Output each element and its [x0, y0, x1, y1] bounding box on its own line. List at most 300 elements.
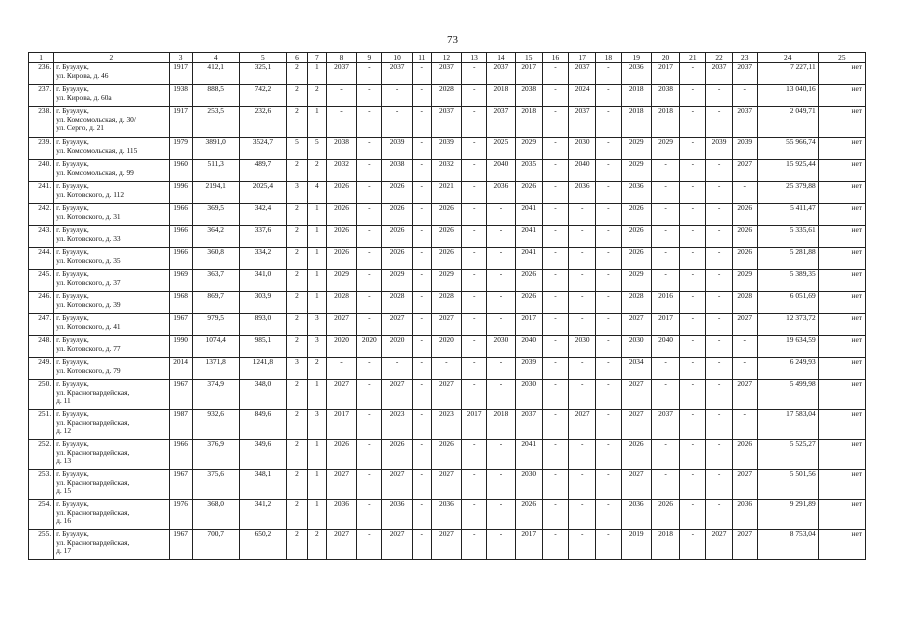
table-cell: 2037 [651, 410, 679, 440]
table-cell: 334,2 [239, 248, 286, 270]
column-number-18: 18 [596, 53, 621, 63]
table-cell: 2026 [382, 204, 412, 226]
table-cell: 1967 [169, 380, 192, 410]
table-cell: 2026 [326, 440, 356, 470]
table-cell: - [569, 530, 596, 560]
table-cell: - [706, 380, 732, 410]
row-number: 244. [29, 248, 54, 270]
table-cell: 349,6 [239, 440, 286, 470]
table-cell: - [680, 530, 706, 560]
table-cell: 1 [307, 292, 326, 314]
table-cell: 2 [286, 248, 307, 270]
table-cell: - [596, 380, 621, 410]
column-number-3: 3 [169, 53, 192, 63]
table-cell: - [596, 138, 621, 160]
table-cell: 2036 [732, 500, 757, 530]
table-cell: - [596, 107, 621, 138]
table-cell: 2 [307, 530, 326, 560]
table-cell: 2017 [515, 530, 542, 560]
table-cell: 2037 [487, 63, 515, 85]
table-cell: 412,1 [192, 63, 239, 85]
table-cell: - [412, 182, 431, 204]
table-row [29, 85, 866, 107]
table-row [29, 182, 866, 204]
table-cell: 932,6 [192, 410, 239, 440]
table-cell: 1966 [169, 204, 192, 226]
table-cell: - [487, 530, 515, 560]
table-cell: 2027 [431, 314, 461, 336]
table-cell: - [542, 470, 568, 500]
table-cell: 19 634,59 [757, 336, 818, 358]
table-cell: нет [818, 380, 865, 410]
table-cell: 1990 [169, 336, 192, 358]
table-cell: 2 [286, 107, 307, 138]
table-cell: - [651, 248, 679, 270]
table-cell: 1 [307, 270, 326, 292]
table-cell: 2027 [621, 314, 651, 336]
address-cell: г. Бузулук, ул. Котовского, д. 79 [54, 358, 169, 380]
table-cell: 2018 [487, 410, 515, 440]
table-cell: 2026 [326, 248, 356, 270]
table-cell: 2020 [382, 336, 412, 358]
table-cell: - [487, 470, 515, 500]
table-cell: 55 966,74 [757, 138, 818, 160]
table-cell: - [462, 380, 487, 410]
table-cell: 2023 [382, 410, 412, 440]
table-cell: - [357, 410, 382, 440]
table-cell: 4 [307, 182, 326, 204]
table-cell: 2029 [732, 270, 757, 292]
table-cell: 3891,0 [192, 138, 239, 160]
column-number-11: 11 [412, 53, 431, 63]
table-cell: - [706, 248, 732, 270]
table-cell: 742,2 [239, 85, 286, 107]
table-cell: 2026 [515, 270, 542, 292]
table-cell: 2 [286, 63, 307, 85]
table-cell: - [596, 358, 621, 380]
table-cell: - [706, 182, 732, 204]
table-cell: 1 [307, 470, 326, 500]
table-cell: 2 [307, 358, 326, 380]
table-cell: 2026 [732, 248, 757, 270]
table-cell: 3 [286, 182, 307, 204]
table-cell: 303,9 [239, 292, 286, 314]
row-number: 255. [29, 530, 54, 560]
table-cell: 2026 [431, 248, 461, 270]
table-cell: - [569, 248, 596, 270]
table-cell: - [680, 204, 706, 226]
table-cell: - [569, 470, 596, 500]
table-cell: 2014 [169, 358, 192, 380]
table-cell: - [651, 204, 679, 226]
table-cell: 3 [307, 410, 326, 440]
table-cell: 2018 [621, 107, 651, 138]
table-cell: 2018 [621, 85, 651, 107]
table-cell: 2037 [431, 107, 461, 138]
table-row [29, 138, 866, 160]
table-cell: 2 [307, 160, 326, 182]
table-cell: 2027 [326, 380, 356, 410]
table-cell: - [596, 440, 621, 470]
table-cell: 374,9 [192, 380, 239, 410]
address-cell: г. Бузулук, ул. Красногвардейская, д. 11 [54, 380, 169, 410]
table-cell: - [542, 530, 568, 560]
table-cell: 341,0 [239, 270, 286, 292]
table-cell: 489,7 [239, 160, 286, 182]
table-cell: - [732, 410, 757, 440]
table-cell: 375,6 [192, 470, 239, 500]
table-cell: 2026 [732, 226, 757, 248]
table-cell: 2020 [357, 336, 382, 358]
table-row [29, 292, 866, 314]
table-cell: 2038 [382, 160, 412, 182]
table-cell: 2026 [515, 500, 542, 530]
table-cell: - [651, 440, 679, 470]
table-cell: 3524,7 [239, 138, 286, 160]
table-cell: 2030 [515, 470, 542, 500]
table-cell: 869,7 [192, 292, 239, 314]
column-number-24: 24 [757, 53, 818, 63]
table-cell: - [326, 85, 356, 107]
table-cell: - [462, 292, 487, 314]
data-table [28, 52, 866, 560]
table-cell: нет [818, 530, 865, 560]
table-row [29, 63, 866, 85]
table-cell: - [542, 380, 568, 410]
table-cell: - [462, 226, 487, 248]
table-cell: 2017 [462, 410, 487, 440]
table-cell: 1976 [169, 500, 192, 530]
table-cell: 1979 [169, 138, 192, 160]
address-cell: г. Бузулук, ул. Котовского, д. 77 [54, 336, 169, 358]
table-cell: - [596, 226, 621, 248]
table-cell: 5 499,98 [757, 380, 818, 410]
table-cell: 2025,4 [239, 182, 286, 204]
table-cell: 2027 [621, 410, 651, 440]
table-cell: 2027 [732, 314, 757, 336]
table-cell: 2027 [382, 314, 412, 336]
column-number-1: 1 [29, 53, 54, 63]
table-cell: 2039 [515, 358, 542, 380]
table-cell: - [680, 248, 706, 270]
table-cell: - [596, 182, 621, 204]
table-cell: 2 [286, 85, 307, 107]
table-cell: - [412, 63, 431, 85]
table-cell: - [462, 314, 487, 336]
table-cell: 2041 [515, 226, 542, 248]
row-number: 243. [29, 226, 54, 248]
table-cell: 2029 [621, 160, 651, 182]
table-cell: 364,2 [192, 226, 239, 248]
table-cell: - [569, 380, 596, 410]
table-cell: 2038 [326, 138, 356, 160]
table-cell: 650,2 [239, 530, 286, 560]
table-cell: - [706, 292, 732, 314]
address-cell: г. Бузулук, ул. Красногвардейская, д. 17 [54, 530, 169, 560]
address-cell: г. Бузулук, ул. Красногвардейская, д. 15 [54, 470, 169, 500]
table-cell: - [462, 63, 487, 85]
table-cell: 1 [307, 63, 326, 85]
table-cell: нет [818, 470, 865, 500]
table-cell: - [542, 182, 568, 204]
table-cell: - [412, 248, 431, 270]
table-cell: - [412, 336, 431, 358]
table-cell: 5 281,88 [757, 248, 818, 270]
table-cell: - [706, 270, 732, 292]
table-cell: 2036 [621, 63, 651, 85]
table-cell: - [706, 500, 732, 530]
table-cell: - [487, 270, 515, 292]
row-number: 254. [29, 500, 54, 530]
table-cell: 985,1 [239, 336, 286, 358]
column-number-17: 17 [569, 53, 596, 63]
table-cell: 2029 [326, 270, 356, 292]
table-cell: 2029 [382, 270, 412, 292]
table-cell: - [357, 470, 382, 500]
table-cell: - [680, 440, 706, 470]
table-cell: 2036 [621, 500, 651, 530]
table-cell: - [680, 138, 706, 160]
table-cell: - [596, 410, 621, 440]
table-cell: нет [818, 85, 865, 107]
table-cell: 2037 [732, 63, 757, 85]
table-cell: 2036 [431, 500, 461, 530]
table-cell: - [357, 500, 382, 530]
table-cell: - [382, 85, 412, 107]
row-number: 251. [29, 410, 54, 440]
table-cell: 360,8 [192, 248, 239, 270]
address-cell: г. Бузулук, ул. Комсомольская, д. 30/ ул. Серго, д. 21 [54, 107, 169, 138]
table-cell: 325,1 [239, 63, 286, 85]
table-cell: 2032 [431, 160, 461, 182]
address-cell: г. Бузулук, ул. Котовского, д. 37 [54, 270, 169, 292]
table-cell: 2027 [326, 314, 356, 336]
table-row [29, 270, 866, 292]
table-cell: нет [818, 63, 865, 85]
table-cell: - [706, 204, 732, 226]
column-number-19: 19 [621, 53, 651, 63]
table-cell: 5 [307, 138, 326, 160]
table-cell: 2028 [621, 292, 651, 314]
address-cell: г. Бузулук, ул. Котовского, д. 39 [54, 292, 169, 314]
table-cell: - [462, 270, 487, 292]
table-cell: - [651, 226, 679, 248]
table-cell: 2027 [732, 470, 757, 500]
table-cell: - [596, 500, 621, 530]
table-cell: 2018 [651, 107, 679, 138]
table-cell: 700,7 [192, 530, 239, 560]
table-cell: 2027 [732, 380, 757, 410]
table-cell: - [462, 336, 487, 358]
table-cell: 2026 [621, 204, 651, 226]
table-cell: 2026 [621, 248, 651, 270]
table-cell: - [412, 470, 431, 500]
row-number: 253. [29, 470, 54, 500]
table-cell: 348,0 [239, 380, 286, 410]
table-cell: 2037 [706, 63, 732, 85]
table-cell: 2 [286, 336, 307, 358]
table-cell: 2027 [706, 530, 732, 560]
table-cell: 2025 [487, 138, 515, 160]
table-cell: - [357, 440, 382, 470]
table-cell: 2017 [651, 314, 679, 336]
table-cell: нет [818, 358, 865, 380]
table-cell: - [680, 270, 706, 292]
table-cell: 15 925,44 [757, 160, 818, 182]
table-cell: - [542, 410, 568, 440]
table-cell: 2040 [515, 336, 542, 358]
address-cell: г. Бузулук, ул. Котовского, д. 31 [54, 204, 169, 226]
table-cell: 1938 [169, 85, 192, 107]
table-row [29, 336, 866, 358]
table-cell: 2 [286, 440, 307, 470]
table-cell: 2027 [732, 530, 757, 560]
table-cell: 2019 [621, 530, 651, 560]
table-cell: нет [818, 107, 865, 138]
address-cell: г. Бузулук, ул. Кирова, д. 60а [54, 85, 169, 107]
table-cell: 2017 [515, 63, 542, 85]
table-cell: 2 [286, 226, 307, 248]
table-cell: - [706, 410, 732, 440]
table-cell: 2037 [515, 410, 542, 440]
table-cell: - [680, 182, 706, 204]
table-cell: - [542, 138, 568, 160]
table-cell: - [487, 440, 515, 470]
table-cell: 2018 [651, 530, 679, 560]
table-cell: 341,2 [239, 500, 286, 530]
row-number: 242. [29, 204, 54, 226]
table-cell: 2030 [487, 336, 515, 358]
column-number-row [29, 53, 866, 63]
table-cell: 2037 [431, 63, 461, 85]
table-cell: 1 [307, 440, 326, 470]
table-cell: 2026 [431, 440, 461, 470]
table-cell: 1966 [169, 226, 192, 248]
table-cell: 2039 [382, 138, 412, 160]
table-cell: 2028 [326, 292, 356, 314]
table-cell: 888,5 [192, 85, 239, 107]
table-cell: 2026 [382, 440, 412, 470]
row-number: 249. [29, 358, 54, 380]
table-cell: - [487, 226, 515, 248]
table-cell: - [412, 160, 431, 182]
table-cell: 2028 [431, 85, 461, 107]
table-cell: - [596, 314, 621, 336]
table-cell: - [487, 314, 515, 336]
table-cell: - [706, 314, 732, 336]
table-cell: 1917 [169, 63, 192, 85]
table-cell: 2036 [326, 500, 356, 530]
table-cell: - [382, 358, 412, 380]
address-cell: г. Бузулук, ул. Котовского, д. 41 [54, 314, 169, 336]
table-cell: - [412, 85, 431, 107]
table-cell: 2027 [621, 380, 651, 410]
table-cell: 2029 [431, 270, 461, 292]
table-cell: - [569, 440, 596, 470]
table-cell: 2039 [706, 138, 732, 160]
table-cell: 2020 [326, 336, 356, 358]
address-cell: г. Бузулук, ул. Комсомольская, д. 115 [54, 138, 169, 160]
table-cell: - [431, 358, 461, 380]
table-cell: 2028 [382, 292, 412, 314]
table-cell: - [357, 530, 382, 560]
table-cell: 2039 [732, 138, 757, 160]
table-cell: 2027 [431, 380, 461, 410]
table-cell: - [462, 204, 487, 226]
table-cell: 1967 [169, 470, 192, 500]
table-cell: - [706, 440, 732, 470]
table-cell: 1987 [169, 410, 192, 440]
table-cell: - [596, 530, 621, 560]
table-cell: - [357, 85, 382, 107]
table-cell: 2023 [431, 410, 461, 440]
table-cell: 2040 [487, 160, 515, 182]
table-cell: 1 [307, 107, 326, 138]
table-cell: нет [818, 160, 865, 182]
table-cell: 2026 [732, 440, 757, 470]
table-cell: 2041 [515, 204, 542, 226]
table-cell: 2026 [326, 182, 356, 204]
table-cell: - [596, 470, 621, 500]
table-cell: нет [818, 336, 865, 358]
table-cell: 1 [307, 380, 326, 410]
table-cell: 2017 [515, 314, 542, 336]
column-number-7: 7 [307, 53, 326, 63]
table-cell: - [651, 470, 679, 500]
column-number-2: 2 [54, 53, 169, 63]
table-cell: - [542, 85, 568, 107]
table-cell: - [569, 292, 596, 314]
table-cell: 2 [286, 500, 307, 530]
table-cell: - [596, 63, 621, 85]
table-cell: нет [818, 182, 865, 204]
table-cell: 2037 [569, 107, 596, 138]
table-cell: - [732, 182, 757, 204]
table-cell: - [542, 336, 568, 358]
table-cell: нет [818, 138, 865, 160]
table-cell: 376,9 [192, 440, 239, 470]
table-cell: 1074,4 [192, 336, 239, 358]
table-cell: 2026 [382, 182, 412, 204]
table-cell: 2027 [326, 530, 356, 560]
table-cell: 5 389,35 [757, 270, 818, 292]
table-cell: - [487, 292, 515, 314]
table-cell: 2026 [326, 226, 356, 248]
table-cell: 979,5 [192, 314, 239, 336]
table-cell: 2018 [487, 85, 515, 107]
table-row [29, 440, 866, 470]
address-cell: г. Бузулук, ул. Котовского, д. 35 [54, 248, 169, 270]
table-cell: 2029 [651, 138, 679, 160]
table-cell: - [680, 500, 706, 530]
row-number: 241. [29, 182, 54, 204]
table-cell: 2026 [382, 248, 412, 270]
table-cell: - [462, 85, 487, 107]
table-cell: 2021 [431, 182, 461, 204]
table-cell: 1967 [169, 314, 192, 336]
column-number-4: 4 [192, 53, 239, 63]
table-cell: 2027 [326, 470, 356, 500]
table-cell: 1969 [169, 270, 192, 292]
column-number-22: 22 [706, 53, 732, 63]
table-cell: - [357, 182, 382, 204]
table-cell: 2026 [732, 204, 757, 226]
column-number-10: 10 [382, 53, 412, 63]
table-cell: 5 501,56 [757, 470, 818, 500]
table-cell: 1241,8 [239, 358, 286, 380]
table-cell: 2038 [651, 85, 679, 107]
address-cell: г. Бузулук, ул. Комсомольская, д. 99 [54, 160, 169, 182]
